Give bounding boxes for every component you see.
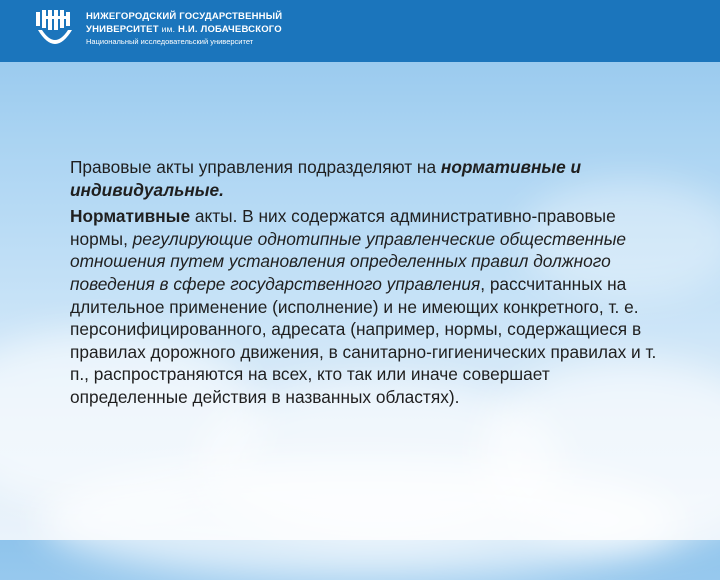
- p2-text2: , рассчитанных на длительное применение (исполнение) и не имеющих конкретного, т. е. персонифицированного, адресата (например, нормы, содержащиеся в правилах дорожного движения, в санитарно-гигиенических правилах и т. п., распространяются на всех, кто так или иначе совершает определенные действия в названных областях).: [70, 273, 657, 407]
- p2-text1: акты. В них содержатся административно-правовые нормы,: [70, 206, 616, 249]
- university-name-line1: НИЖЕГОРОДСКИЙ ГОСУДАРСТВЕННЫЙ: [86, 11, 283, 22]
- university-subtitle: Национальный исследовательский университет: [86, 37, 254, 46]
- paragraph-2: [70, 205, 670, 408]
- p2-italic: регулирующие однотипные управленческие общественные отношения путем установления определенных правил должного поведения в сфере государственного управления: [70, 228, 627, 294]
- university-name-line2: [86, 23, 282, 36]
- header-bar: [0, 0, 720, 62]
- p2-term: Нормативные: [70, 206, 191, 227]
- p1-text: Правовые акты управления подразделяют на: [70, 157, 441, 177]
- background-cloud: [40, 460, 680, 580]
- nnsu-logo-icon: [32, 8, 78, 54]
- university-name-im: им.: [161, 24, 176, 34]
- p1-emphasis: нормативные и индивидуальные.: [70, 157, 582, 200]
- university-name-lobachevsky: Н.И. ЛОБАЧЕВСКОГО: [177, 24, 282, 35]
- university-name: [86, 11, 282, 47]
- paragraph-1: [70, 156, 670, 201]
- slide-body: [70, 156, 670, 409]
- university-name-prefix: УНИВЕРСИТЕТ: [86, 24, 159, 35]
